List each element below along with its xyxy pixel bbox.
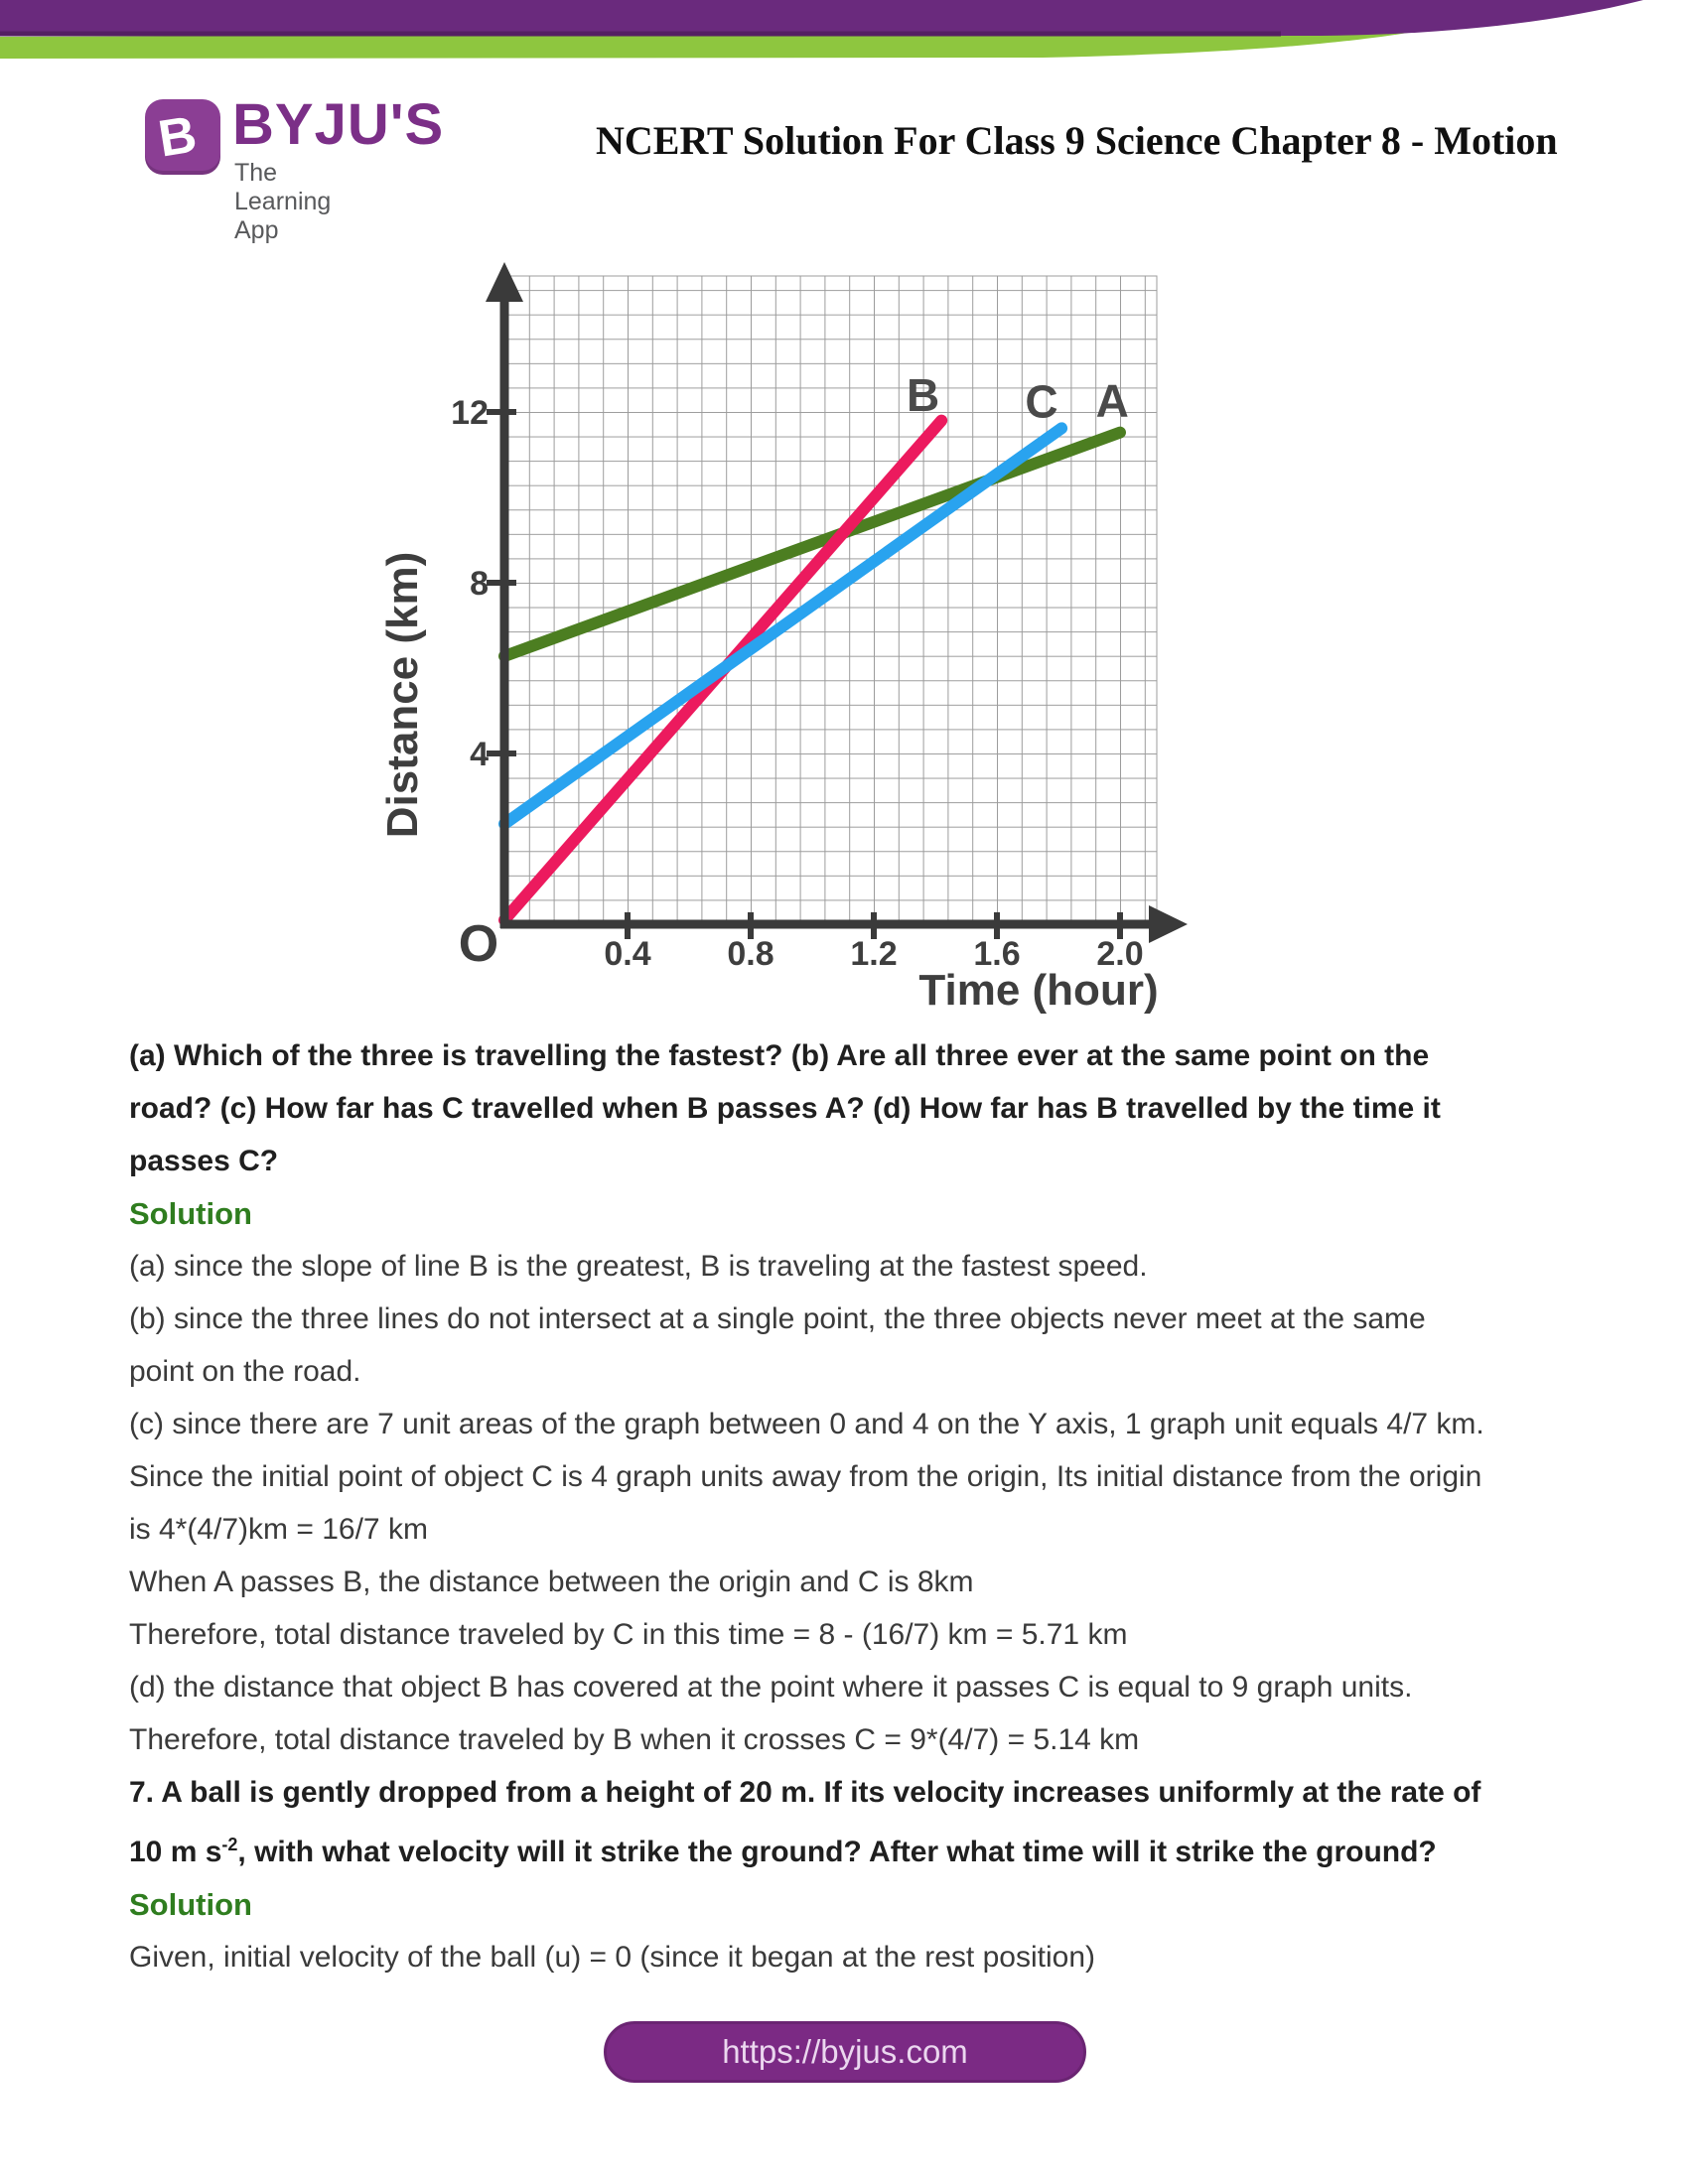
content-column (129, 1029, 1579, 1983)
question-7-text (129, 1766, 1579, 1878)
x-axis-label: Time (hour) (918, 966, 1159, 1015)
text-line: point on the road. (129, 1355, 361, 1388)
byjus-url-button[interactable] (604, 2021, 1086, 2083)
text-line: (a) since the slope of line B is the greatest, B is traveling at the fastest speed. (129, 1250, 1148, 1283)
text-line: (c) since there are 7 unit areas of the graph between 0 and 4 on the Y axis, 1 graph unit equals 4/7 km. (129, 1408, 1484, 1440)
text-line: Since the initial point of object C is 4 graph units away from the origin, Its initial distance from the origin (129, 1460, 1482, 1493)
grid (504, 276, 1157, 924)
q7-exponent: -2 (221, 1835, 238, 1854)
distance-time-graph (367, 189, 1241, 1042)
y-tick-label: 8 (470, 565, 489, 603)
text-line: road? (c) How far has C travelled when B passes A? (d) How far has B travelled by the time it (129, 1092, 1441, 1125)
text-line: passes C? (129, 1145, 279, 1177)
text-line: (b) since the three lines do not intersect at a single point, the three objects never meet at the same (129, 1302, 1426, 1335)
solution-6-text (129, 1240, 1579, 1766)
text-line (129, 1819, 1579, 1878)
solution-7-text (129, 1931, 1579, 1983)
text-line: 7. A ball is gently dropped from a height of 20 m. If its velocity increases uniformly at the rate of (129, 1776, 1481, 1809)
series-label-A: A (1095, 374, 1129, 427)
y-axis-label: Distance (km) (378, 551, 427, 839)
byjus-logo-mark-icon (145, 99, 220, 175)
purple-wave (0, 0, 1643, 36)
text-line: When A passes B, the distance between the origin and C is 8km (129, 1566, 974, 1598)
text-line: is 4*(4/7)km = 16/7 km (129, 1513, 428, 1546)
logo-b-letter: B (154, 105, 201, 169)
y-tick-label: 4 (470, 736, 489, 773)
x-tick-label: 0.8 (727, 935, 774, 973)
x-tick-label: 1.6 (973, 935, 1021, 973)
text-line: Given, initial velocity of the ball (u) = 0 (since it began at the rest position) (129, 1941, 1095, 1974)
text-line: (a) Which of the three is travelling the fastest? (b) Are all three ever at the same point on the (129, 1039, 1430, 1072)
solution-6-heading: Solution (129, 1196, 252, 1231)
origin-label: O (458, 915, 499, 973)
q7-line2-pre: 10 m s (129, 1836, 222, 1868)
header-wave (0, 0, 1688, 91)
text-line: Therefore, total distance traveled by C in this time = 8 - (16/7) km = 5.71 km (129, 1618, 1128, 1651)
brand-tagline: The Learning App (234, 159, 332, 244)
brand-name: BYJU'S (232, 92, 445, 157)
text-line: Therefore, total distance traveled by B when it crosses C = 9*(4/7) = 5.14 km (129, 1723, 1140, 1756)
x-tick-label: 1.2 (850, 935, 898, 973)
page-title: NCERT Solution For Class 9 Science Chapter 8 - Motion (596, 118, 1558, 163)
q7-line2-post: , with what velocity will it strike the ground? After what time will it strike the ground? (237, 1836, 1437, 1868)
question-6-text (129, 1029, 1579, 1187)
series-label-B: B (906, 369, 940, 422)
green-wave (0, 33, 1408, 59)
solution-7-heading: Solution (129, 1887, 252, 1922)
x-tick-label: 2.0 (1096, 935, 1144, 973)
byjus-url-label: https://byjus.com (722, 2033, 968, 2070)
text-line: (d) the distance that object B has covered at the point where it passes C is equal to 9 graph units. (129, 1671, 1413, 1704)
series-label-C: C (1025, 375, 1058, 428)
y-tick-label: 12 (451, 394, 489, 432)
x-axis-arrow-icon (1149, 905, 1188, 943)
x-tick-label: 0.4 (604, 935, 651, 973)
